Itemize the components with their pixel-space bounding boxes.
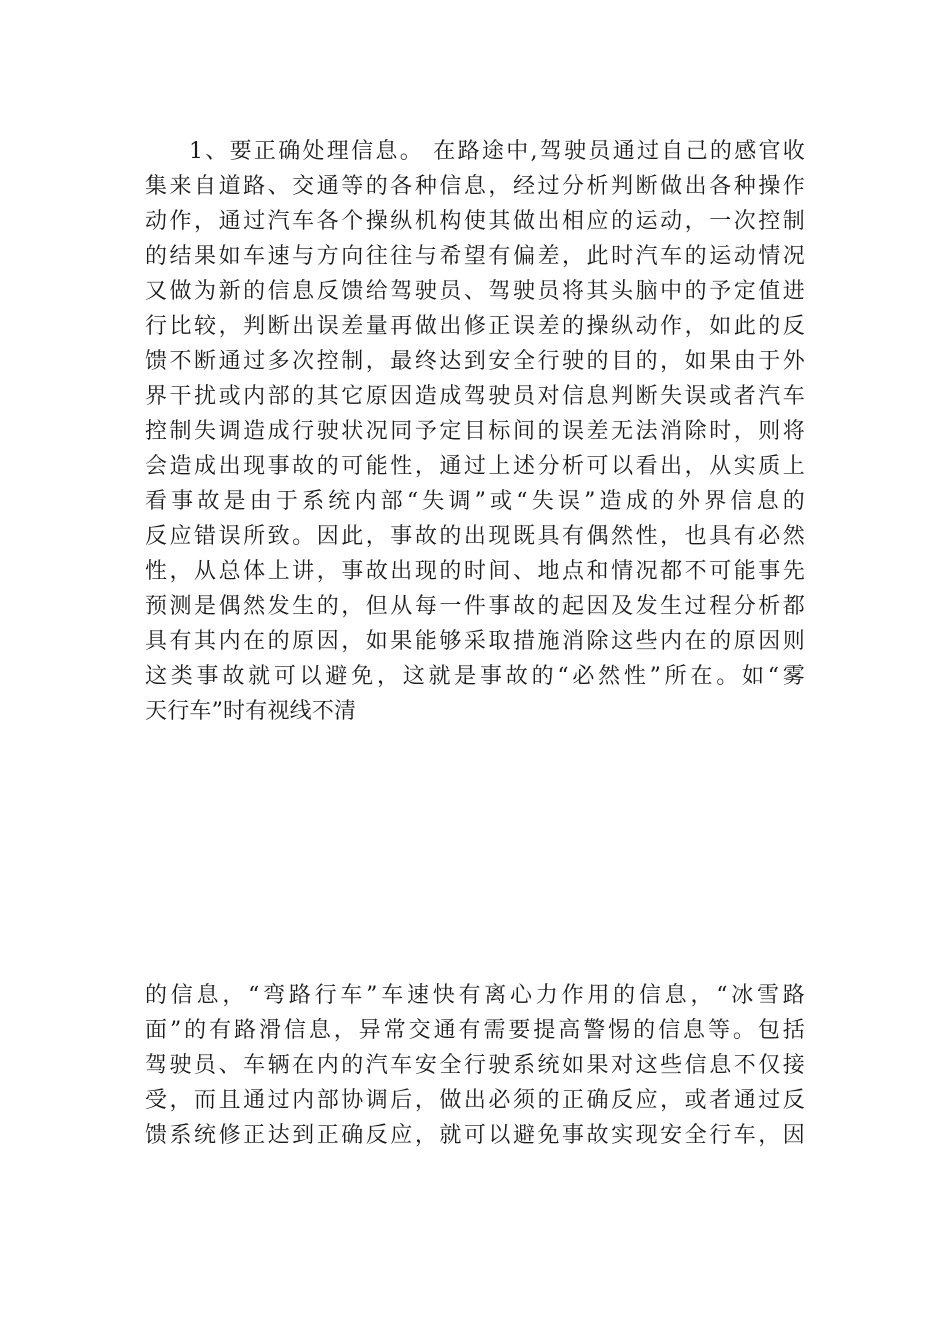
text-line: 天行车”时有视线不清	[145, 699, 357, 724]
text-line: 看事故是由于系统内部“失调”或“失误”造成的外界信息的	[145, 489, 805, 514]
text-line: 行比较，判断出误差量再做出修正误差的操纵动作，如此的反	[145, 314, 805, 339]
text-line: 控制失调造成行驶状况同予定目标间的误差无法消除时，则将	[145, 419, 805, 444]
text-line: 这类事故就可以避免，这就是事故的“必然性”所在。如“雾	[145, 664, 805, 689]
text-line: 集来自道路、交通等的各种信息，经过分析判断做出各种操作	[145, 174, 805, 199]
paragraph-2	[145, 978, 805, 1153]
text-line: 会造成出现事故的可能性，通过上述分析可以看出，从实质上	[145, 454, 805, 479]
paragraph-1	[145, 134, 805, 729]
text-line: 反应错误所致。因此，事故的出现既具有偶然性，也具有必然	[145, 524, 805, 549]
text-line: 1、要正确处理信息。 在路途中,驾驶员通过自己的感官收	[189, 139, 805, 164]
text-line: 的信息，“弯路行车”车速快有离心力作用的信息，“冰雪路	[145, 983, 805, 1008]
text-line: 受，而且通过内部协调后，做出必须的正确反应，或者通过反	[145, 1088, 805, 1113]
text-line: 馈系统修正达到正确反应，就可以避免事故实现安全行车，因	[145, 1123, 805, 1148]
text-line: 界干扰或内部的其它原因造成驾驶员对信息判断失误或者汽车	[145, 384, 805, 409]
text-line: 面”的有路滑信息，异常交通有需要提高警惕的信息等。包括	[145, 1018, 805, 1043]
text-line: 的结果如车速与方向往往与希望有偏差，此时汽车的运动情况	[145, 244, 805, 269]
text-line: 预测是偶然发生的，但从每一件事故的起因及发生过程分析都	[145, 594, 805, 619]
text-line: 又做为新的信息反馈给驾驶员、驾驶员将其头脑中的予定值进	[145, 279, 805, 304]
text-line: 驾驶员、车辆在内的汽车安全行驶系统如果对这些信息不仅接	[145, 1053, 805, 1078]
text-line: 具有其内在的原因，如果能够采取措施消除这些内在的原因则	[145, 629, 805, 654]
text-line: 动作，通过汽车各个操纵机构使其做出相应的运动，一次控制	[145, 209, 805, 234]
text-line: 性，从总体上讲，事故出现的时间、地点和情况都不可能事先	[145, 559, 805, 584]
text-line: 馈不断通过多次控制，最终达到安全行驶的目的，如果由于外	[145, 349, 805, 374]
